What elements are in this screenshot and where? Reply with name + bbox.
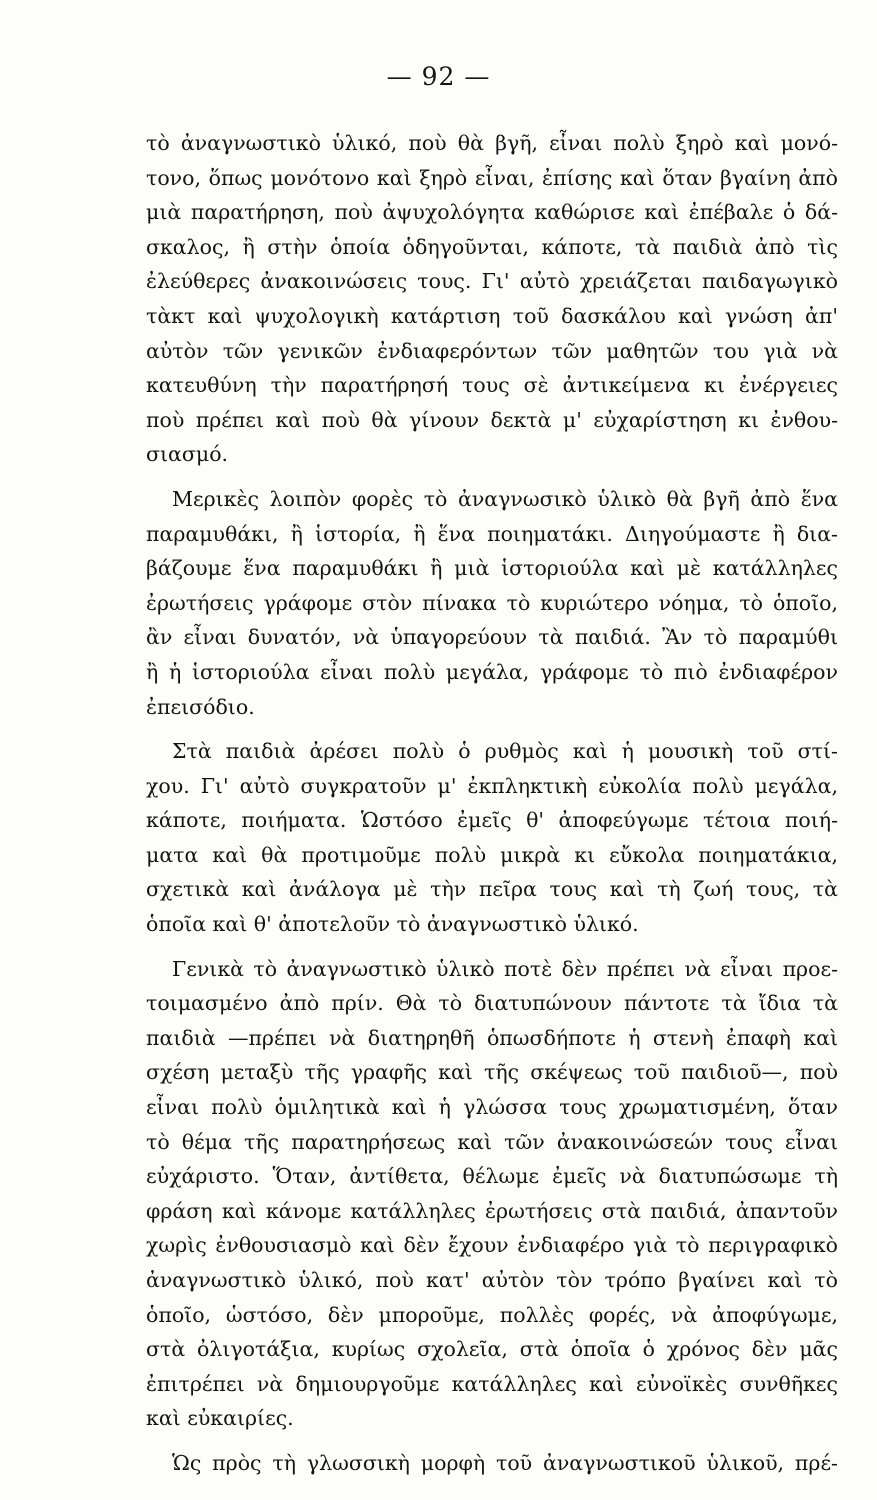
text-line: τὰκτ καὶ ψυχολογικὴ κατάρτιση τοῦ δασκάλου καὶ γνώση ἀπ'	[146, 303, 838, 328]
text-line: Μερικὲς λοιπὸν φορὲς τὸ ἀναγνωσικὸ ὑλικὸ θὰ βγῆ ἀπὸ ἕνα	[172, 486, 838, 511]
text-line: αὐτὸν τῶν γενικῶν ἐνδιαφερόντων τῶν μαθητῶν του γιὰ νὰ	[146, 338, 838, 363]
text-line: μιὰ παρατήρηση, ποὺ ἀψυχολόγητα καθώρισε καὶ ἐπέβαλε ὁ δά-	[146, 200, 838, 225]
text-line: τὸ ἀναγνωστικὸ ὑλικό, ποὺ θὰ βγῆ, εἶναι πολὺ ξηρὸ καὶ μονό-	[146, 131, 838, 155]
text-line: κατευθύνη τὴν παρατήρησή τους σὲ ἀντικείμενα κι ἐνέργειες	[146, 373, 838, 398]
text-line: ἐπεισόδιο.	[146, 694, 255, 719]
text-line: εἶναι πολὺ ὁμιλητικὰ καὶ ἡ γλώσσα τους χρωματισμένη, ὅταν	[146, 1095, 838, 1120]
text-line: σκαλος, ἢ στὴν ὁποία ὁδηγοῦνται, κάποτε, τὰ παιδιὰ ἀπὸ τὶς	[146, 234, 838, 259]
paragraph	[146, 482, 838, 724]
text-line: ἐλεύθερες ἀνακοινώσεις τους. Γι' αὐτὸ χρειάζεται παιδαγωγικὸ	[146, 269, 838, 294]
text-line: χωρὶς ἐνθουσιασμὸ καὶ δὲν ἔχουν ἐνδιαφέρο γιὰ τὸ περιγραφικὸ	[146, 1233, 838, 1258]
text-line: ἐρωτήσεις γράφομε στὸν πίνακα τὸ κυριώτερο νόημα, τὸ ὁποῖο,	[146, 590, 838, 615]
text-line: τοιμασμένο ἀπὸ πρίν. Θὰ τὸ διατυπώνουν πάντοτε τὰ ἴδια τὰ	[146, 991, 838, 1016]
paragraph	[146, 126, 838, 472]
text-line: ποὺ πρέπει καὶ ποὺ θὰ γίνουν δεκτὰ μ' εὐχαρίστηση κι ἐνθου-	[146, 407, 838, 432]
text-line: στὰ ὀλιγοτάξια, κυρίως σχολεῖα, στὰ ὁποῖα ὁ χρόνος δὲν μᾶς	[146, 1337, 838, 1362]
text-line: Ὡς πρὸς τὴ γλωσσικὴ μορφὴ τοῦ ἀναγνωστικοῦ ὑλικοῦ, πρέ-	[172, 1450, 838, 1475]
text-line: σιασμό.	[146, 442, 229, 467]
paragraph	[146, 1446, 838, 1481]
text-line: κάποτε, ποιήματα. Ὡστόσο ἐμεῖς θ' ἀποφεύγωμε τέτοια ποιή-	[146, 808, 838, 833]
paragraph	[146, 734, 838, 942]
text-line: παιδιὰ —πρέπει νὰ διατηρηθῆ ὁπωσδήποτε ἡ στενὴ ἐπαφὴ καὶ	[146, 1025, 838, 1050]
page-number: — 92 —	[386, 62, 491, 91]
paragraph	[146, 952, 838, 1436]
text-line: Γενικὰ τὸ ἀναγνωστικὸ ὑλικὸ ποτὲ δὲν πρέπει νὰ εἶναι προε-	[172, 956, 838, 981]
text-line: καὶ εὐκαιρίες.	[146, 1406, 294, 1431]
text-line: φράση καὶ κάνομε κατάλληλες ἐρωτήσεις στὰ παιδιά, ἀπαντοῦν	[146, 1198, 838, 1223]
text-line: ὁποῖα καὶ θ' ἀποτελοῦν τὸ ἀναγνωστικὸ ὑλικό.	[146, 912, 639, 937]
text-line: τὸ θέμα τῆς παρατηρήσεως καὶ τῶν ἀνακοινώσεών τους εἶναι	[146, 1129, 838, 1154]
text-line: χου. Γι' αὐτὸ συγκρατοῦν μ' ἐκπληκτικὴ εὐκολία πολὺ μεγάλα,	[146, 773, 838, 798]
text-line: ἂν εἶναι δυνατόν, νὰ ὑπαγορεύουν τὰ παιδιά. Ἂν τὸ παραμύθι	[146, 625, 838, 650]
text-line: ὁποῖο, ὡστόσο, δὲν μποροῦμε, πολλὲς φορές, νὰ ἀποφύγωμε,	[146, 1302, 838, 1327]
text-line: ἢ ἡ ἱστοριούλα εἶναι πολὺ μεγάλα, γράφομε τὸ πιὸ ἐνδιαφέρον	[146, 659, 838, 684]
text-line: ἐπιτρέπει νὰ δημιουργοῦμε κατάλληλες καὶ εὐνοϊκὲς συνθῆκες	[146, 1371, 838, 1396]
text-line: σχέση μεταξὺ τῆς γραφῆς καὶ τῆς σκέψεως τοῦ παιδιοῦ—, ποὺ	[146, 1060, 838, 1085]
text-line: τονο, ὅπως μονότονο καὶ ξηρὸ εἶναι, ἐπίσης καὶ ὅταν βγαίνη ἀπὸ	[146, 165, 838, 190]
text-line: παραμυθάκι, ἢ ἱστορία, ἢ ἕνα ποιηματάκι. Διηγούμαστε ἢ δια-	[146, 521, 838, 546]
text-line: ἀναγνωστικὸ ὑλικό, ποὺ κατ' αὐτὸν τὸν τρόπο βγαίνει καὶ τὸ	[146, 1268, 838, 1292]
text-line: ματα καὶ θὰ προτιμοῦμε πολὺ μικρὰ κι εὔκολα ποιηματάκια,	[146, 842, 838, 867]
text-line: εὐχάριστο. Ὅταν, ἀντίθετα, θέλωμε ἐμεῖς νὰ διατυπώσωμε τὴ	[146, 1164, 838, 1189]
text-line: βάζουμε ἕνα παραμυθάκι ἢ μιὰ ἱστοριούλα καὶ μὲ κατάλληλες	[146, 556, 838, 581]
text-line: Στὰ παιδιὰ ἀρέσει πολὺ ὁ ρυθμὸς καὶ ἡ μουσικὴ τοῦ στί-	[172, 739, 838, 764]
body-text	[146, 126, 838, 1491]
text-line: σχετικὰ καὶ ἀνάλογα μὲ τὴν πεῖρα τους καὶ τὴ ζωή τους, τὰ	[146, 877, 838, 902]
